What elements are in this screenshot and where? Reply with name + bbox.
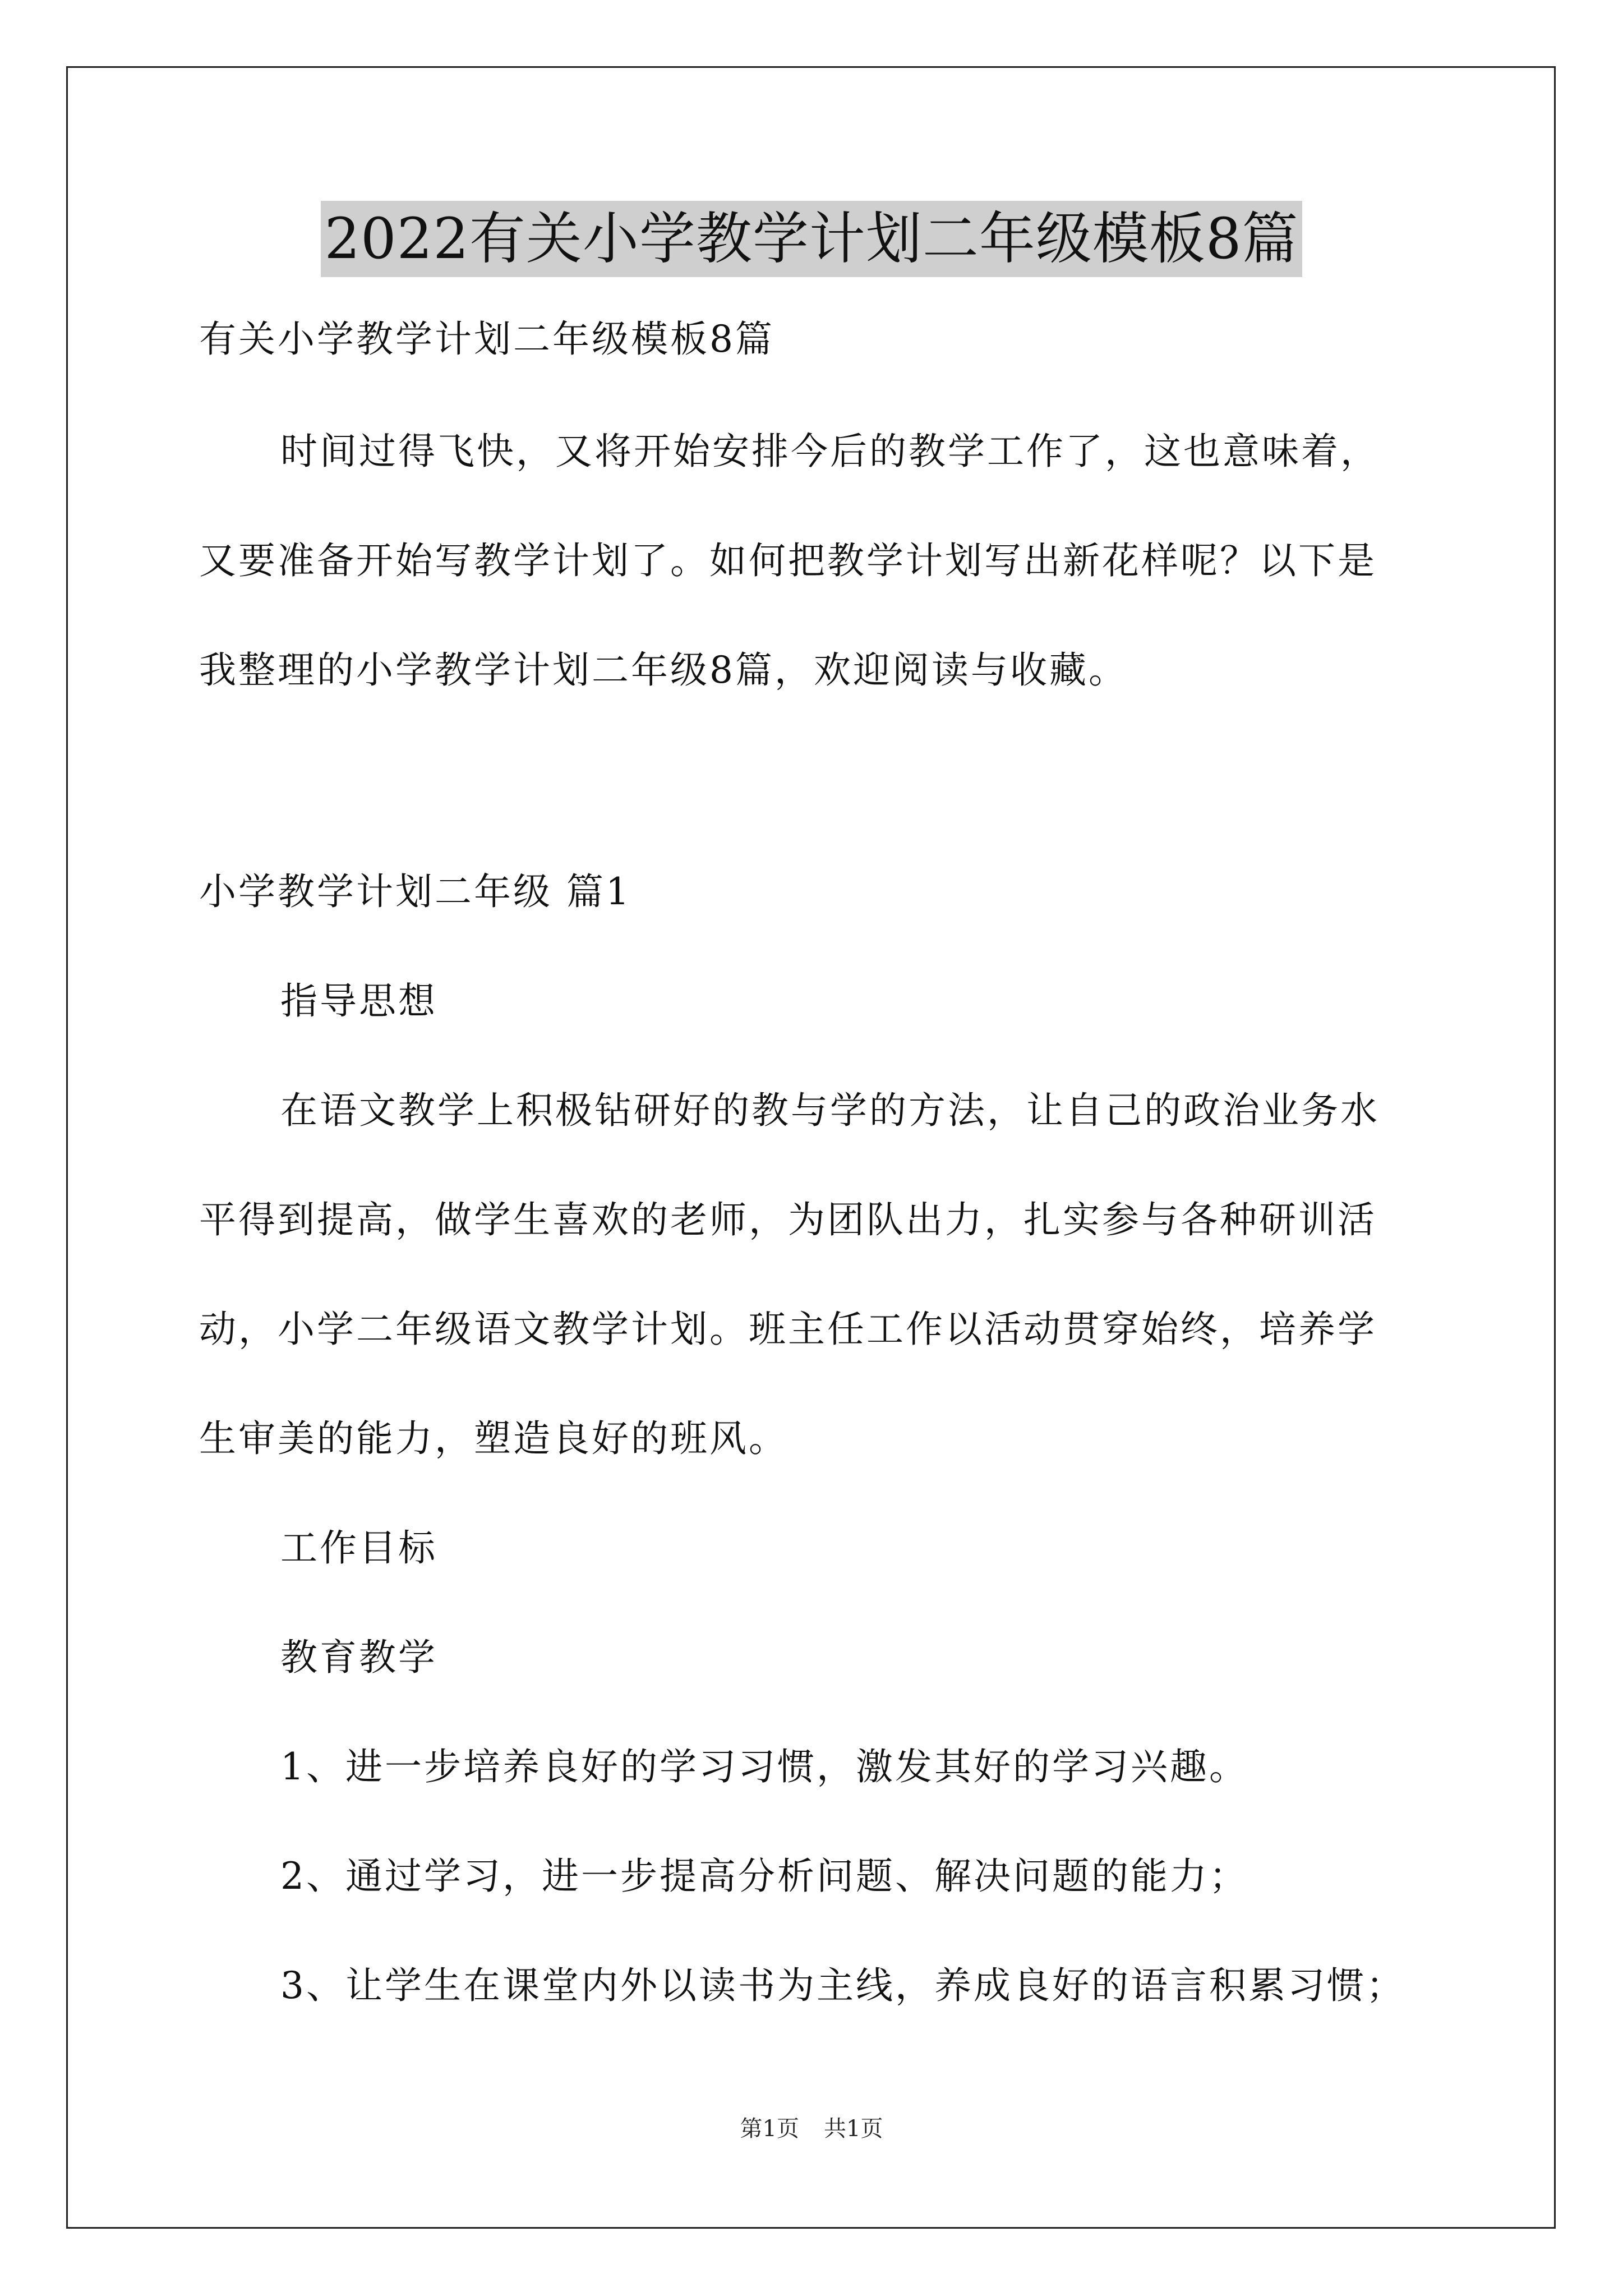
intro-line-2: 又要准备开始写教学计划了。如何把教学计划写出新花样呢？以下是 xyxy=(199,539,1377,582)
guiding-heading: 指导思想 xyxy=(280,979,437,1023)
intro-line-1: 时间过得飞快，又将开始安排今后的教学工作了，这也意味着， xyxy=(280,430,1380,473)
list-item-2: 2、通过学习，进一步提高分析问题、解决问题的能力； xyxy=(280,1855,1248,1898)
intro-line-3: 我整理的小学教学计划二年级8篇，欢迎阅读与收藏。 xyxy=(199,648,1128,692)
document-subtitle: 有关小学教学计划二年级模板8篇 xyxy=(199,318,774,361)
guiding-line-3: 动，小学二年级语文教学计划。班主任工作以活动贯穿始终，培养学 xyxy=(199,1308,1377,1351)
list-item-3: 3、让学生在课堂内外以读书为主线，养成良好的语言积累习惯； xyxy=(280,1964,1405,2007)
guiding-line-2: 平得到提高，做学生喜欢的老师，为团队出力，扎实参与各种研训活 xyxy=(199,1198,1377,1241)
page-number: 第1页 xyxy=(740,2116,799,2142)
page-footer xyxy=(0,2115,1623,2143)
goals-heading: 工作目标 xyxy=(280,1526,437,1570)
guiding-line-4: 生审美的能力，塑造良好的班风。 xyxy=(199,1417,788,1460)
list-item-1: 1、进一步培养良好的学习习惯，激发其好的学习兴趣。 xyxy=(280,1745,1248,1788)
section-heading: 小学教学计划二年级 篇1 xyxy=(199,870,631,913)
teaching-heading: 教育教学 xyxy=(280,1636,437,1679)
document-title: 2022有关小学教学计划二年级模板8篇 xyxy=(321,201,1302,277)
page-border xyxy=(66,66,1556,2229)
page-total: 共1页 xyxy=(824,2116,883,2142)
title-container xyxy=(0,201,1623,277)
guiding-line-1: 在语文教学上积极钻研好的教与学的方法，让自己的政治业务水 xyxy=(280,1089,1380,1132)
